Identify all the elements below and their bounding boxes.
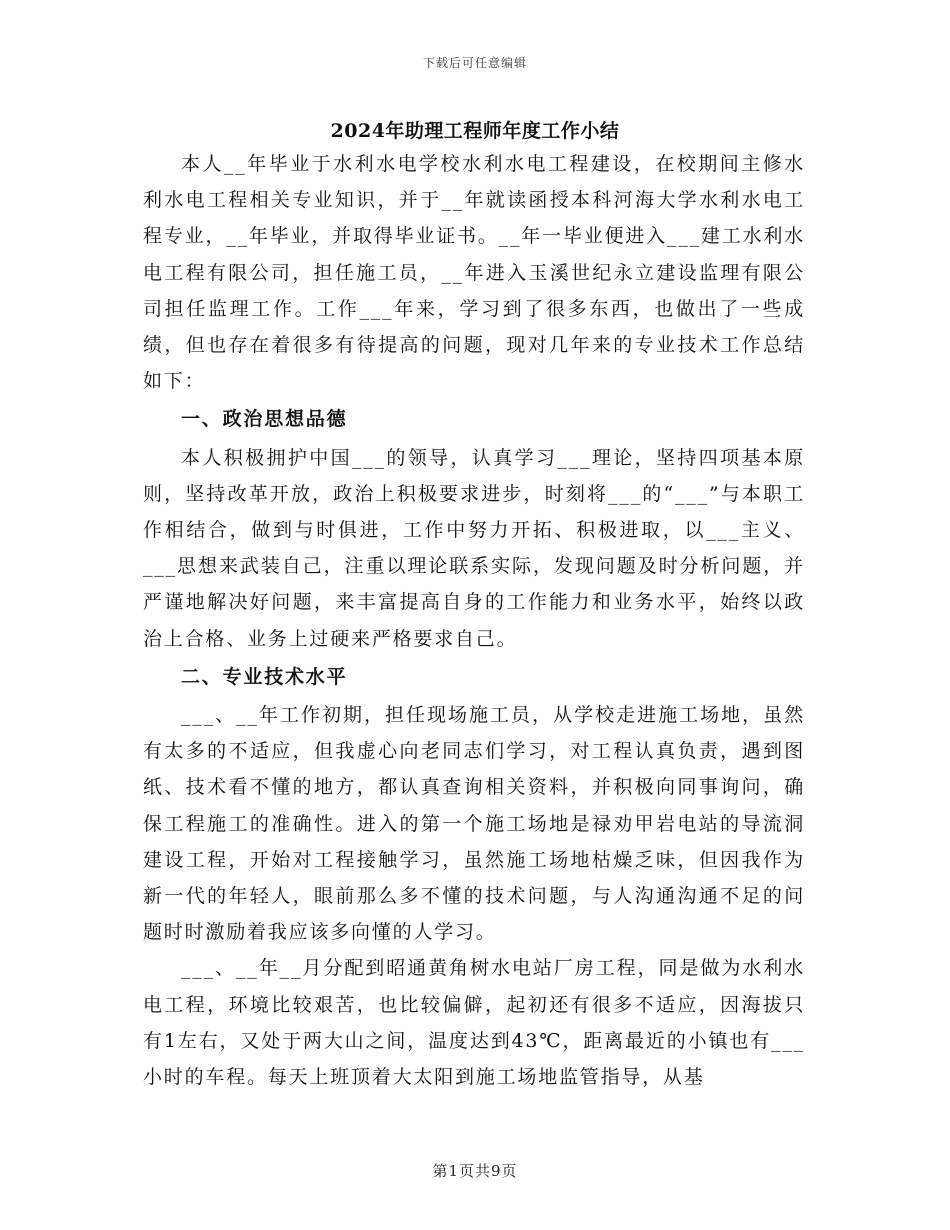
technical-paragraph-1: ___、__年工作初期，担任现场施工员，从学校走进施工场地，虽然有太多的不适应，但我虚心向老同志们学习，对工程认真负责，遇到图纸、技术看不懂的地方，都认真查询相关资料，并积极向同事询问，确保工程施工的准确性。进入的第一个施工场地是禄劝甲岩电站的导流洞建设工程，开始对工程接触学习，虽然施工场地枯燥乏味，但因我作为新一代的年轻人，眼前那么多不懂的技术问题，与人沟通沟通不足的问题时时激励着我应该多向懂的人学习。 [143,704,805,944]
page-number: 第1页共9页 [432,1162,518,1180]
politics-paragraph: 本人积极拥护中国___的领导，认真学习___理论，坚持四项基本原则，坚持改革开放，政治上积极要求进步，时刻将___的“___”与本职工作相结合，做到与时俱进，工作中努力开拓、积极进取，以___主义、___思想来武装自己，注重以理论联系实际，发现问题及时分析问题，并严谨地解决好问题，来丰富提高自身的工作能力和业务水平，始终以政治上合格、业务上过硬来严格要求自己。 [143,446,805,650]
document-title: 2024年助理工程师年度工作小结 [330,120,620,142]
intro-paragraph: 本人__年毕业于水利水电学校水利水电工程建设，在校期间主修水利水电工程相关专业知识，并于__年就读函授本科河海大学水利水电工程专业，__年毕业，并取得毕业证书。__年一毕业便进入___建工水利水电工程有限公司，担任施工员，__年进入玉溪世纪永立建设监理有限公司担任监理工作。工作___年来，学习到了很多东西，也做出了一些成绩，但也存在着很多有待提高的问题，现对几年来的专业技术工作总结如下： [143,153,805,393]
document-body [143,146,805,1095]
header-note: 下载后可任意编辑 [422,56,527,70]
technical-paragraph-2: ___、__年__月分配到昭通黄角树水电站厂房工程，同是做为水利水电工程，环境比较艰苦，也比较偏僻，起初还有很多不适应，因海拔只有1左右，又处于两大山之间，温度达到43℃，距离最近的小镇也有___小时的车程。每天上班顶着大太阳到施工场地监管指导，从基 [143,957,805,1089]
section-heading-politics: 一、政治思想品德 [181,408,348,431]
section-heading-technical: 二、专业技术水平 [181,665,348,688]
